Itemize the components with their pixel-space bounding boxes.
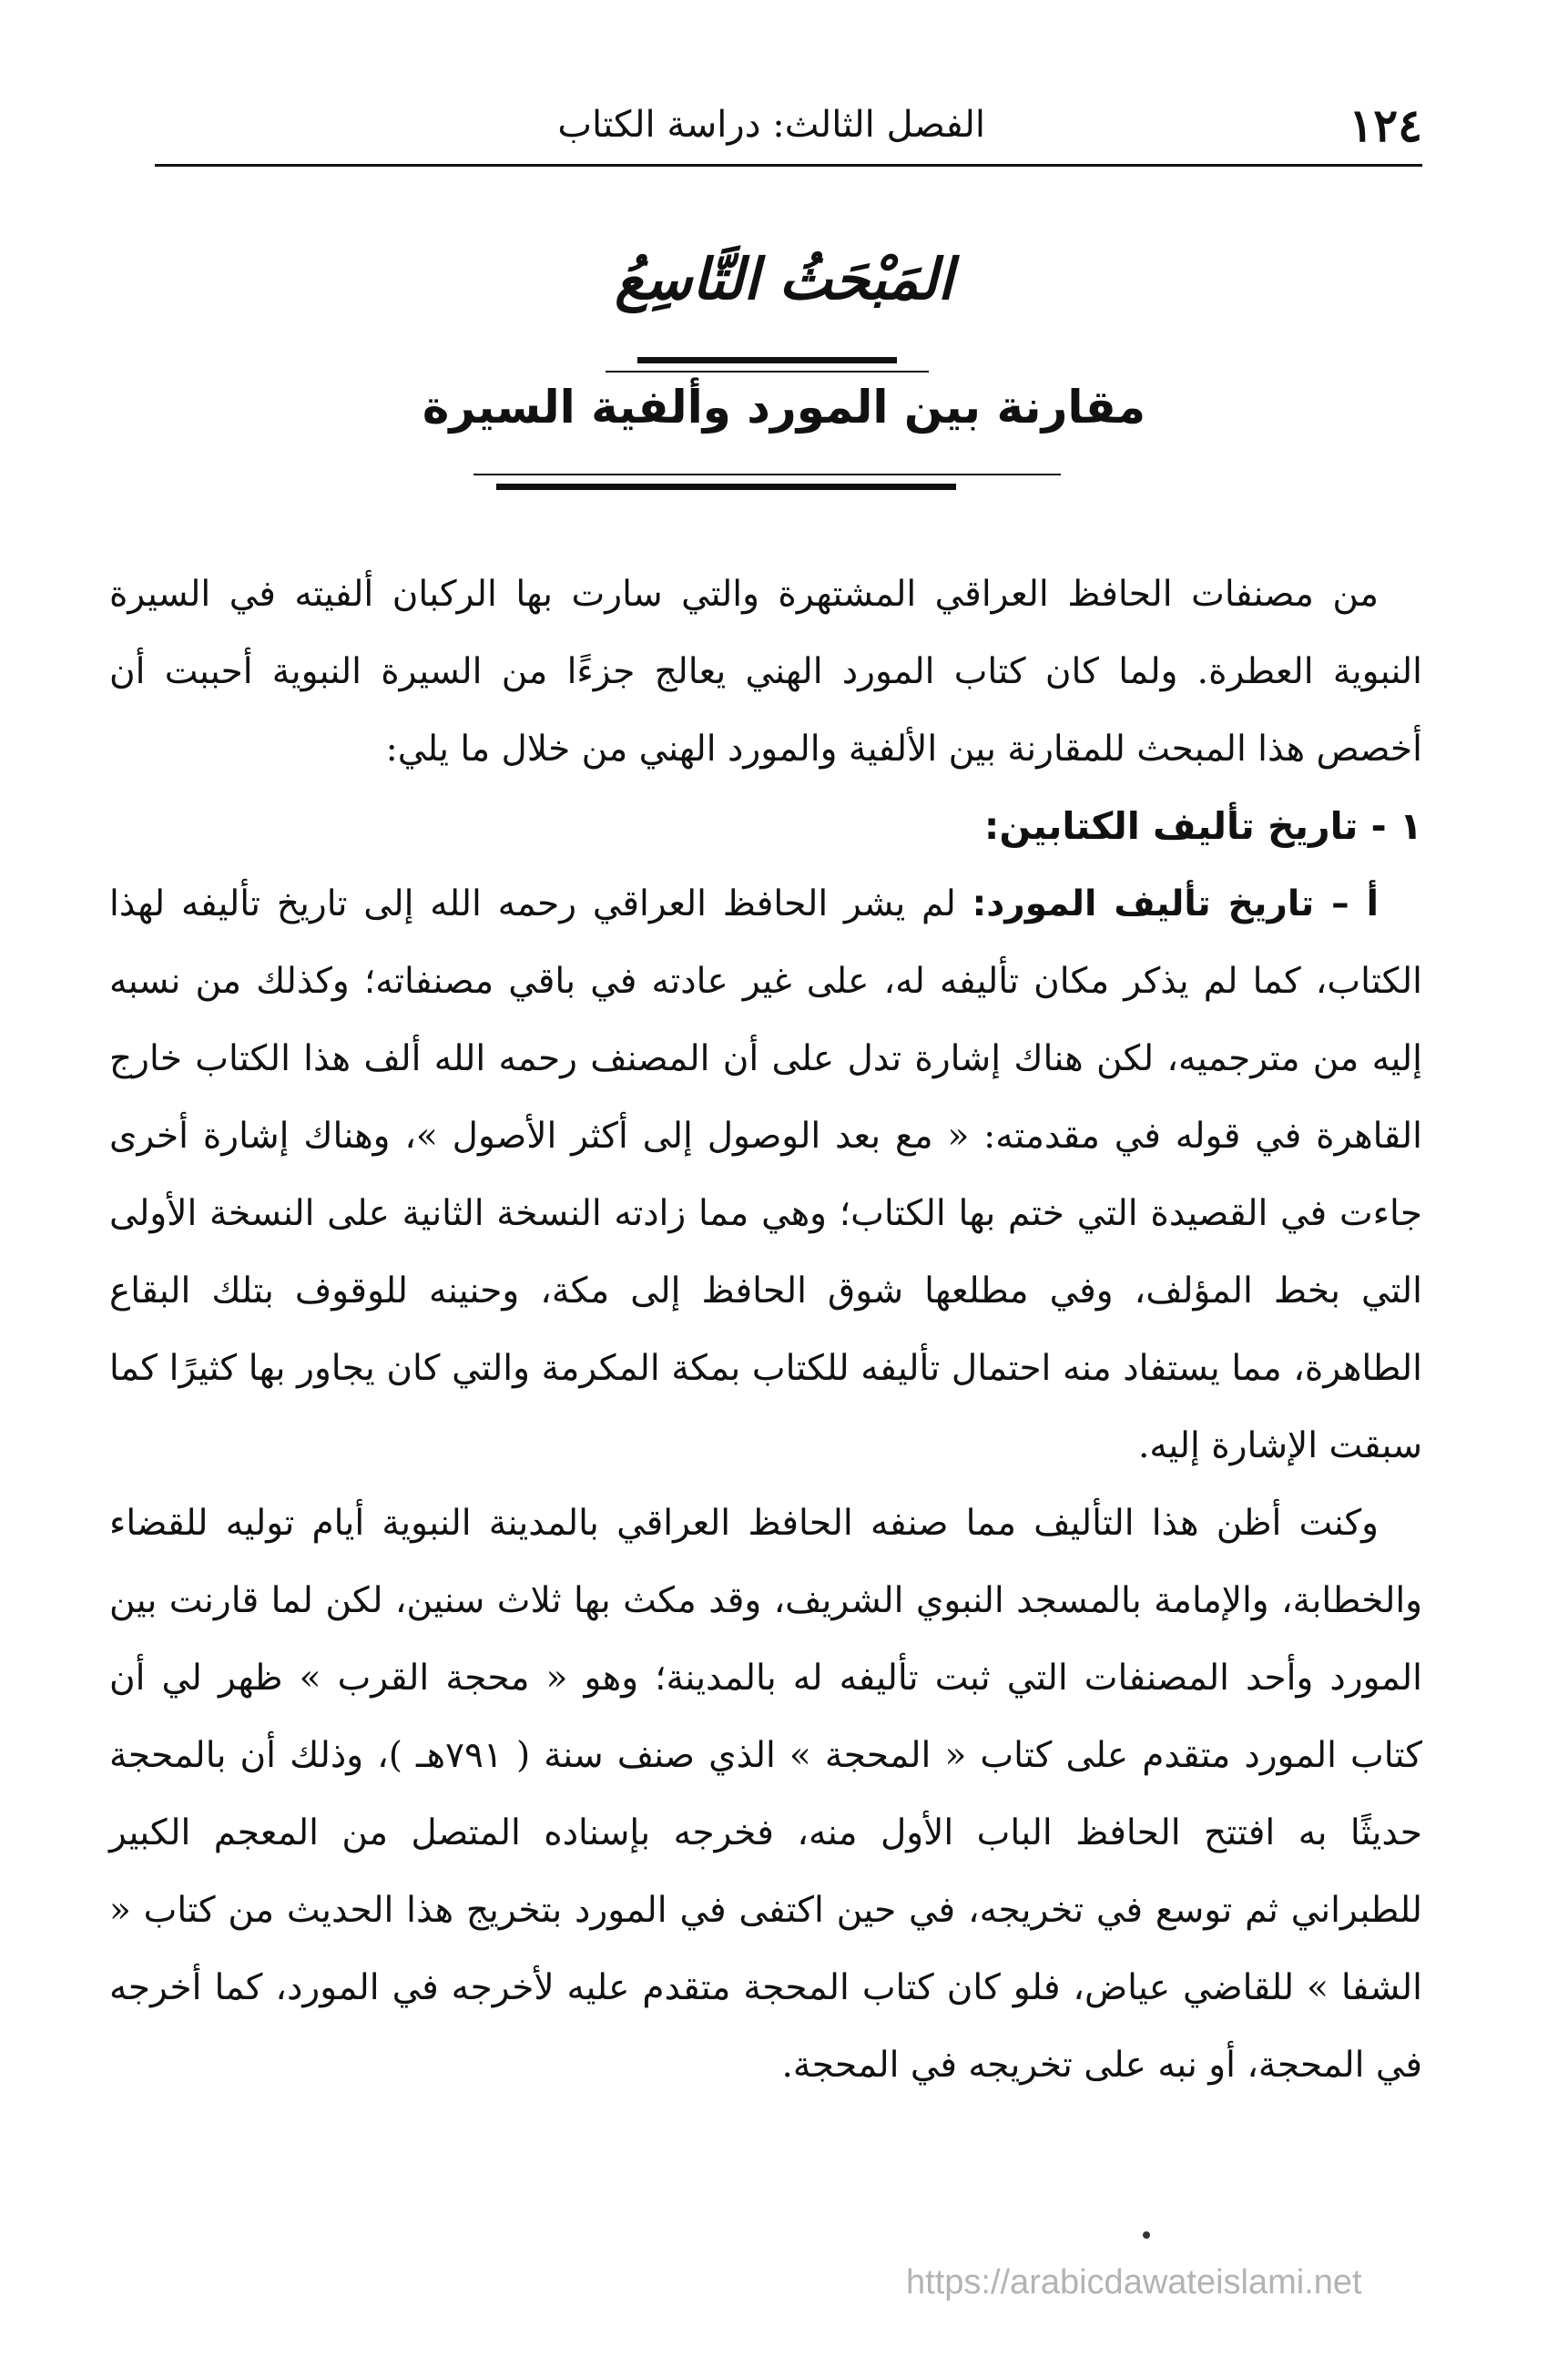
second-paragraph: وكنت أظن هذا التأليف مما صنفه الحافظ العراقي بالمدينة النبوية أيام توليه للقضاء والخطابة، والإمامة بالمسجد النبوي الشريف، وقد مكث بها ثلاث سنين، لكن لما قارنت بين المورد وأحد المصنفات التي ثبت تأليفه له بالمدينة؛ وهو « محجة القرب » ظهر لي أن كتاب المورد متقدم على كتاب « المحجة » الذي صنف سنة ( ٧٩١هـ )، وذلك أن بالمحجة حديثًا به افتتح الحافظ الباب الأول منه، فخرجه بإسناده المتصل من المعجم الكبير للطبراني ثم توسع في تخريجه، في حين اكتفى في المورد بتخريج هذا الحديث من كتاب « الشفا » للقاضي عياض، فلو كان كتاب المحجة متقدم عليه لأخرجه في المورد، كما أخرجه في المحجة، أو نبه على تخريجه في المحجة. bbox=[109, 1503, 1422, 2086]
rule-lower-thick bbox=[496, 484, 956, 490]
running-header bbox=[155, 91, 1422, 167]
rule-upper-thick bbox=[637, 357, 897, 363]
watermark-url: https://arabicdawateislami.net bbox=[906, 2263, 1362, 2302]
footer-dot bbox=[1143, 2231, 1150, 2239]
rule-lower-thin bbox=[473, 474, 1061, 475]
chapter-title: الفصل الثالث: دراسة الكتاب bbox=[557, 104, 985, 146]
section-label: المَبْحَثُ التَّاسِعُ bbox=[615, 246, 953, 312]
item-a-paragraph bbox=[109, 865, 1422, 1485]
body-text bbox=[109, 556, 1422, 2104]
item-a-text: لم يشر الحافظ العراقي رحمه الله إلى تاريخ تأليفه لهذا الكتاب، كما لم يذكر مكان تأليفه له، على غير عادته في باقي مصنفاته؛ وكذلك من نسبه إليه من مترجميه، لكن هناك إشارة تدل على أن المصنف رحمه الله ألف هذا الكتاب خارج القاهرة في قوله في مقدمته: « مع بعد الوصول إلى أكثر الأصول »، وهناك إشارة أخرى جاءت في القصيدة التي ختم بها الكتاب؛ وهي مما زادته النسخة الثانية على النسخة الأولى التي بخط المؤلف، وفي مطلعها شوق الحافظ إلى مكة، وحنينه للوقوف بتلك البقاع الطاهرة، مما يستفاد منه احتمال تأليفه للكتاب بمكة المكرمة والتي كان يجاور بها كثيرًا كما سبقت الإشارة إليه. bbox=[109, 883, 1423, 1466]
rule-upper-thin bbox=[606, 371, 929, 373]
list-heading: ١ - تاريخ تأليف الكتابين: bbox=[983, 804, 1422, 848]
page-number: ١٢٤ bbox=[1349, 98, 1422, 152]
section-title: مقارنة بين المورد وألفية السيرة bbox=[422, 381, 1146, 434]
intro-paragraph: من مصنفات الحافظ العراقي المشتهرة والتي سارت بها الركبان ألفيته في السيرة النبوية العطرة. ولما كان كتاب المورد الهني يعالج جزءًا من السيرة النبوية أحببت أن أخصص هذا المبحث للمقارنة بين الألفية والمورد الهني من خلال ما يلي: bbox=[109, 574, 1422, 770]
item-a-lead: أ – تاريخ تأليف المورد: bbox=[972, 883, 1379, 924]
